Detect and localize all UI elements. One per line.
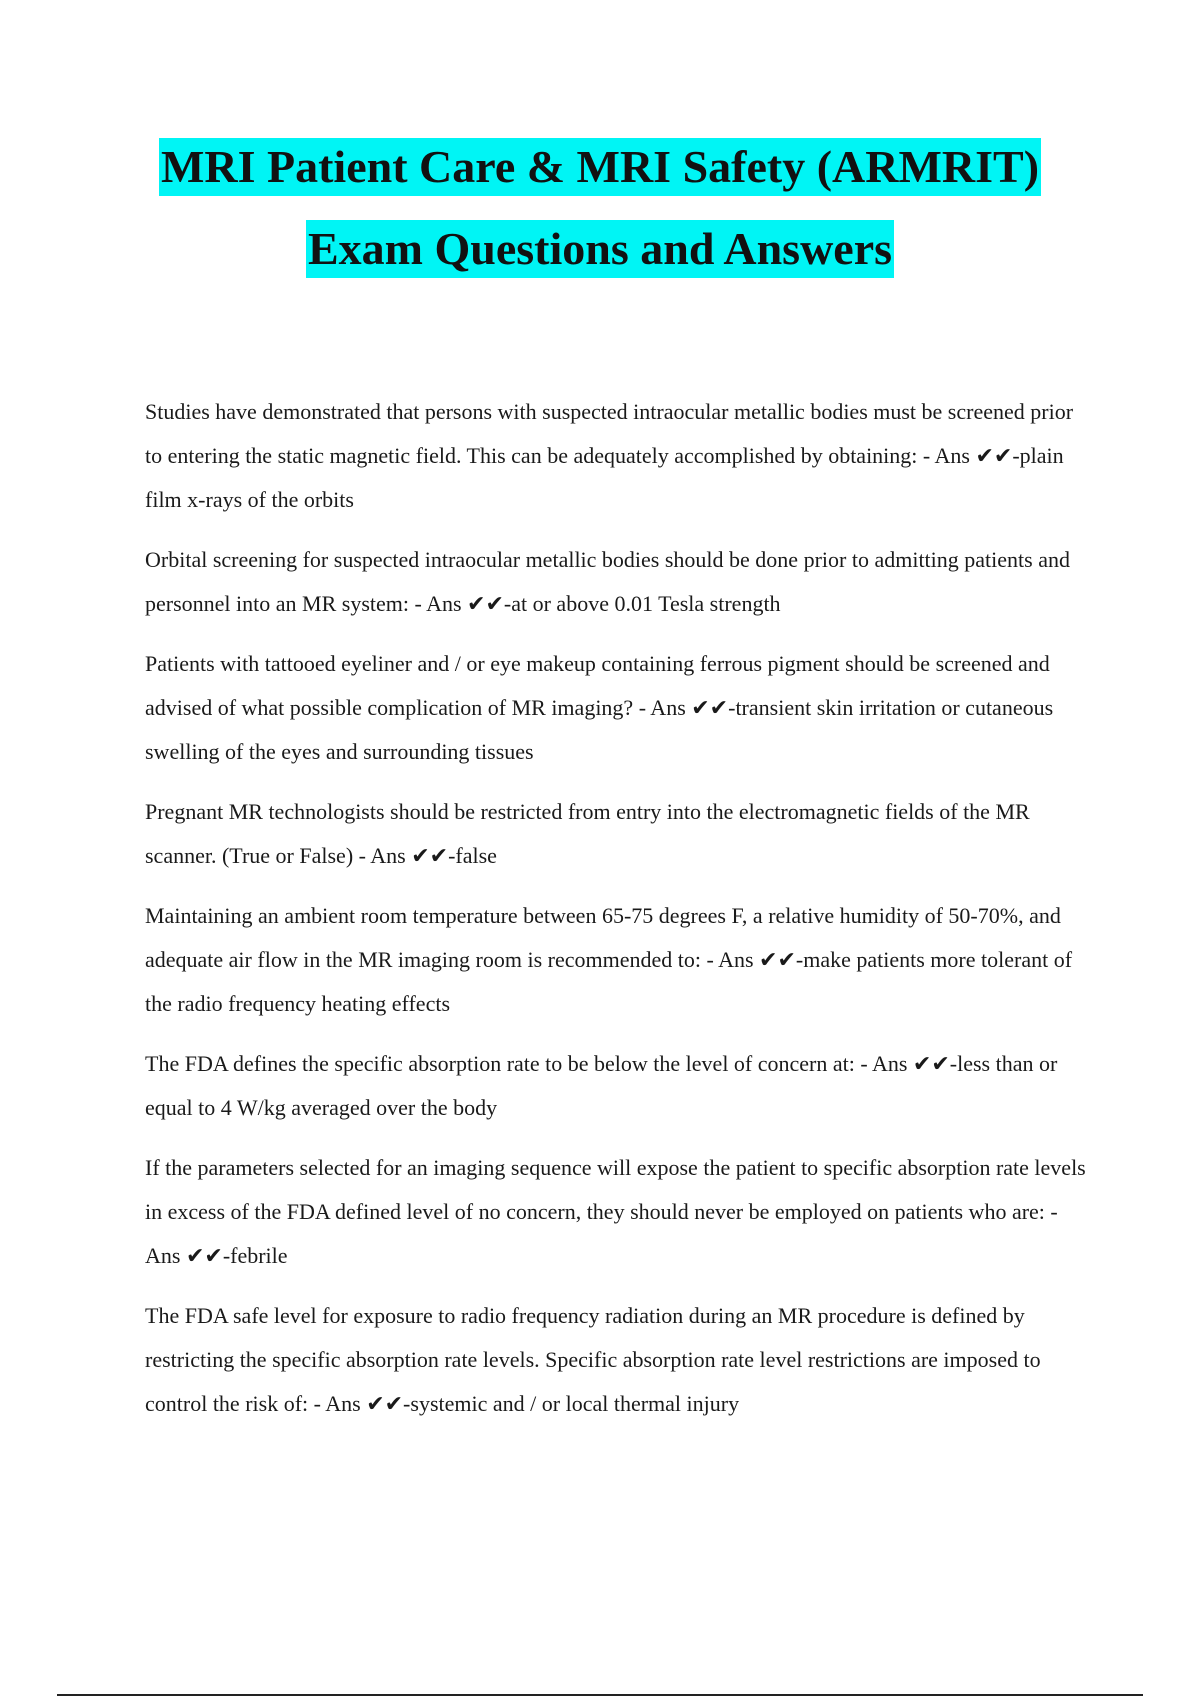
qa-list [145, 390, 1095, 1442]
qa-item: Patients with tattooed eyeliner and / or eye makeup containing ferrous pigment should be screened and advised of what possible complication of MR imaging? - Ans ✔✔-transient skin irritation or cutaneous swelling of the eyes and surrounding tissues [145, 651, 1054, 764]
title-line-1: MRI Patient Care & MRI Safety (ARMRIT) [159, 138, 1041, 196]
qa-item: If the parameters selected for an imaging sequence will expose the patient to specific absorption rate levels in excess of the FDA defined level of no concern, they should never be employed on patients who are: - Ans ✔✔-febrile [145, 1155, 1086, 1268]
qa-item: Studies have demonstrated that persons with suspected intraocular metallic bodies must be screened prior to entering the static magnetic field. This can be adequately accomplished by obtaining: - Ans ✔✔-plain film x-rays of the orbits [145, 399, 1074, 512]
qa-item: Orbital screening for suspected intraocular metallic bodies should be done prior to admitting patients and personnel into an MR system: - Ans ✔✔-at or above 0.01 Tesla strength [145, 547, 1070, 616]
title-line-2: Exam Questions and Answers [306, 220, 894, 278]
qa-item: The FDA defines the specific absorption rate to be below the level of concern at: - Ans ✔✔-less than or equal to 4 W/kg averaged over the body [145, 1051, 1058, 1120]
document-title [0, 138, 1200, 278]
qa-item: Maintaining an ambient room temperature between 65-75 degrees F, a relative humidity of 50-70%, and adequate air flow in the MR imaging room is recommended to: - Ans ✔✔-make patients more tolerant of the radio frequency heating effects [145, 903, 1073, 1016]
footer-divider [57, 1694, 1143, 1696]
qa-item: Pregnant MR technologists should be restricted from entry into the electromagnetic fields of the MR scanner. (True or False) - Ans ✔✔-false [145, 799, 1030, 868]
qa-item: The FDA safe level for exposure to radio frequency radiation during an MR procedure is defined by restricting the specific absorption rate levels. Specific absorption rate level restrictions are imposed to control the risk of: - Ans ✔✔-systemic and / or local thermal injury [145, 1303, 1041, 1416]
